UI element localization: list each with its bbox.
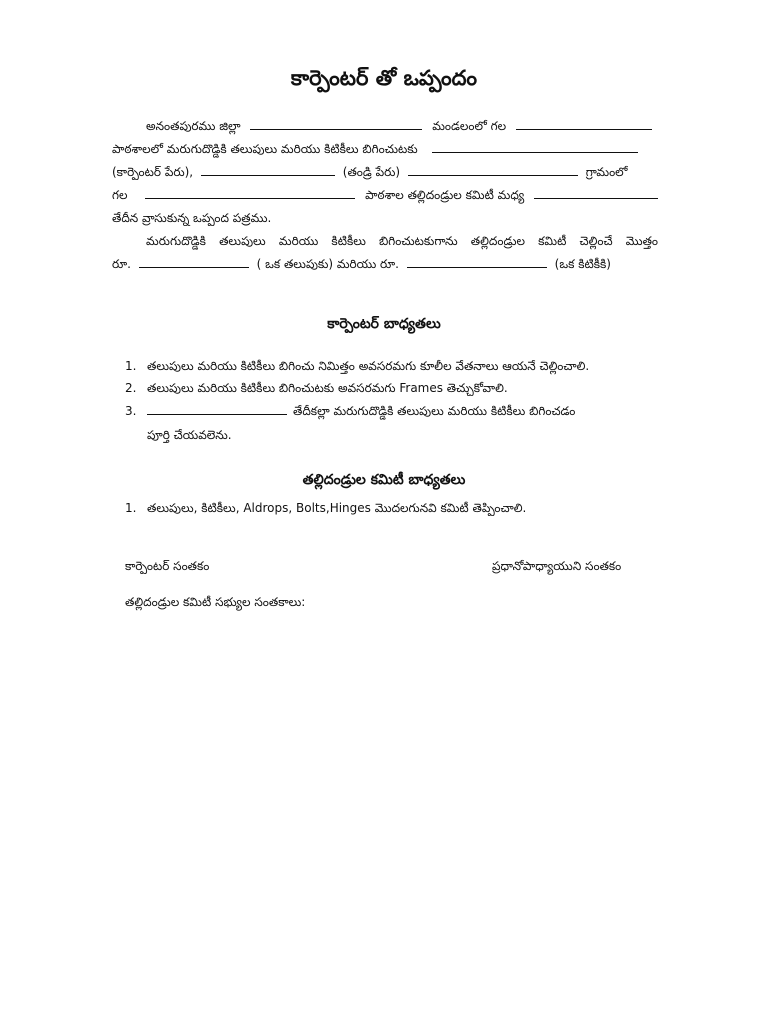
carpenter-item-3: [125, 403, 575, 419]
village-label: గ్రామంలో: [585, 165, 628, 179]
school-name-blank[interactable]: [516, 118, 652, 130]
committee-members-signature-label: తల్లిదండ్రుల కమిటీ సభ్యుల సంతకాలు:: [125, 595, 306, 609]
door-amount-blank[interactable]: [139, 256, 249, 268]
intro-line-1: [146, 118, 652, 134]
intro-line-5: తేదీన వ్రాసుకున్న ఒప్పంద పత్రము.: [112, 211, 272, 225]
item-text: తలుపులు మరియు కిటికీలు బిగించు నిమిత్తం అవసరమగు కూలీల వేతనాలు ఆయనే చెల్లించాలి.: [147, 359, 590, 373]
carpenter-signature-label: కార్పెంటర్ సంతకం: [125, 559, 210, 573]
father-name-label: (తండ్రి పేరు): [342, 165, 401, 179]
carpenter-item-2: [125, 380, 508, 396]
item-number: 1.: [125, 501, 137, 515]
mandal-blank[interactable]: [250, 118, 422, 130]
window-amount-blank[interactable]: [407, 256, 547, 268]
headmaster-signature-label: ప్రధానోపాధ్యాయుని సంతకం: [492, 559, 622, 573]
door-amount-label: ( ఒక తలుపుకు) మరియు రూ.: [256, 257, 399, 271]
item-number: 1.: [125, 359, 137, 373]
carpenter-name-blank[interactable]: [432, 141, 638, 153]
page-title: కార్పెంటర్ తో ఒప్పందం: [290, 66, 478, 90]
committee-item-1: [125, 500, 526, 516]
mandal-label: మండలంలో గల: [432, 119, 507, 133]
carpenter-item-1: [125, 358, 589, 374]
committee-responsibilities-heading: తల్లిదండ్రుల కమిటీ బాధ్యతలు: [302, 472, 466, 488]
completion-date-blank[interactable]: [147, 403, 287, 415]
intro-line-6: మరుగుదొడ్డికి తలుపులు మరియు కిటికీలు బిగించుటకుగాను తల్లిదండ్రుల కమిటీ చెల్లించే మొత్తం: [146, 234, 658, 248]
item-text: తలుపులు మరియు కిటికీలు బిగించుటకు అవసరమగు Frames తెచ్చుకోవాలి.: [147, 381, 508, 395]
item-text: తేదీకల్లా మరుగుదొడ్డికి తలుపులు మరియు కిటికీలు బిగించడం: [293, 404, 576, 418]
school-toilet-label: పాఠశాలలో మరుగుదొడ్డికి తలుపులు మరియు కిటికీలు బిగించుటకు: [112, 142, 418, 156]
intro-line-3: [112, 164, 628, 180]
item-number: 2.: [125, 381, 137, 395]
intro-line-2: [112, 141, 638, 157]
intro-line-4: [112, 187, 658, 203]
window-amount-label: (ఒక కిటికీకి): [554, 257, 611, 271]
item-text: తలుపులు, కిటికీలు, Aldrops, Bolts,Hinges మొదలగునవి కమిటీ తెప్పించాలి.: [147, 501, 527, 515]
district-label: అనంతపురము జిల్లా: [146, 119, 241, 133]
item-number: 3.: [125, 404, 137, 418]
date-blank[interactable]: [534, 187, 658, 199]
committee-between-label: పాఠశాల తల్లిదండ్రుల కమిటీ మధ్య: [365, 188, 525, 202]
father-name-blank[interactable]: [201, 164, 335, 176]
village-blank[interactable]: [408, 164, 578, 176]
gala-label: గల: [112, 188, 128, 202]
carpenter-responsibilities-heading: కార్పెంటర్ బాధ్యతలు: [327, 316, 441, 332]
intro-line-7: [112, 256, 611, 272]
school-blank[interactable]: [145, 187, 355, 199]
carpenter-name-label: (కార్పెంటర్ పేరు),: [112, 165, 194, 179]
carpenter-item-3-continued: పూర్తి చేయవలెను.: [147, 428, 232, 442]
rupees-label: రూ.: [112, 257, 131, 271]
